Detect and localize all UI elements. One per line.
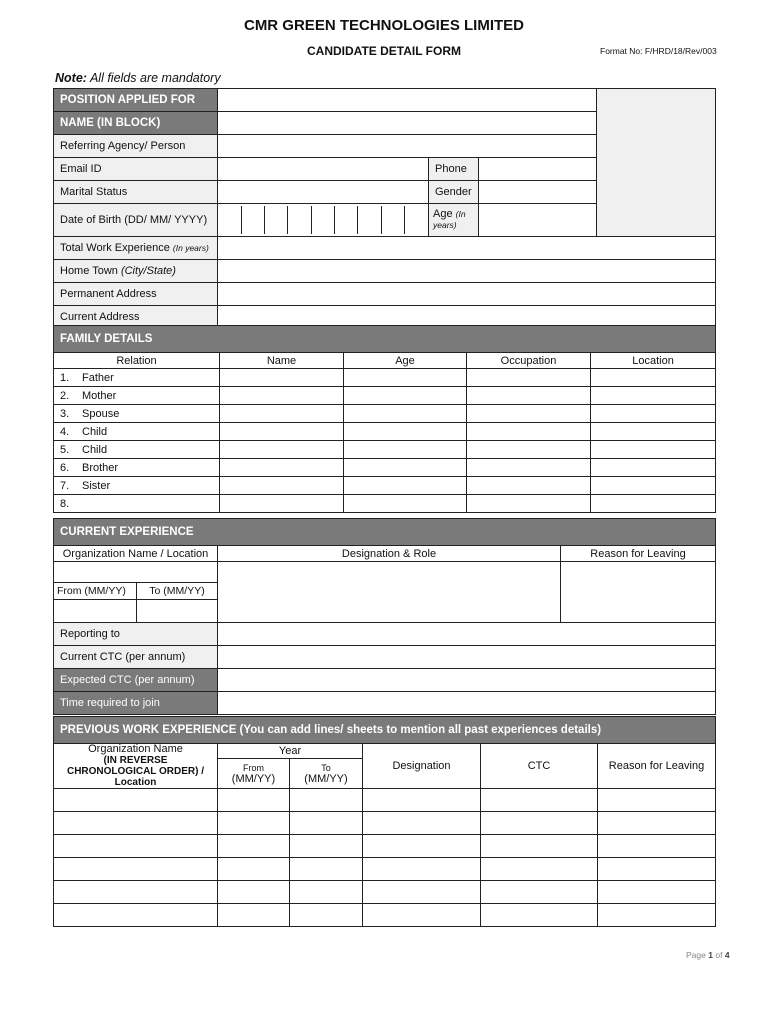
family-row: [54, 459, 716, 477]
family-age-field[interactable]: [344, 369, 467, 387]
prev-col-org: [54, 744, 218, 789]
age-field[interactable]: [479, 204, 597, 237]
dob-field[interactable]: [218, 204, 429, 237]
curr-address-label: Current Address: [54, 306, 218, 329]
family-relation: [54, 477, 220, 495]
prev-exp-row: [54, 904, 716, 927]
prev-designation-field[interactable]: [363, 904, 481, 927]
row-number: 6.: [60, 461, 70, 474]
prev-to-field[interactable]: [290, 812, 363, 835]
family-details-table: [53, 325, 716, 513]
prev-exp-row: [54, 881, 716, 904]
prev-from-field[interactable]: [218, 858, 290, 881]
total-exp-field[interactable]: [218, 237, 716, 260]
family-relation: [54, 387, 220, 405]
prev-designation-field[interactable]: [363, 835, 481, 858]
curr-reason-field[interactable]: [561, 562, 716, 623]
dob-label: Date of Birth (DD/ MM/ YYYY): [54, 204, 218, 237]
family-occupation-field[interactable]: [467, 495, 591, 513]
expected-ctc-field[interactable]: [218, 669, 716, 692]
home-town-text: Home Town: [60, 265, 118, 277]
total-exp-note: (In years): [172, 243, 209, 253]
dob-box[interactable]: [241, 206, 264, 234]
prev-to-field[interactable]: [290, 858, 363, 881]
row-number: 4.: [60, 425, 70, 438]
current-experience-table: [53, 518, 716, 715]
prev-exp-row: [54, 789, 716, 812]
family-age-field[interactable]: [344, 477, 467, 495]
current-ctc-field[interactable]: [218, 646, 716, 669]
prev-reason-field[interactable]: [598, 789, 716, 812]
time-join-field[interactable]: [218, 692, 716, 715]
family-name-field[interactable]: [220, 369, 344, 387]
family-name-field[interactable]: [220, 495, 344, 513]
family-relation: [54, 423, 220, 441]
prev-from-field[interactable]: [218, 835, 290, 858]
prev-col-from: [218, 759, 290, 789]
format-number: Format No: F/HRD/18/Rev/003: [600, 46, 717, 56]
family-age-field[interactable]: [344, 423, 467, 441]
family-relation: [54, 405, 220, 423]
dob-box[interactable]: [405, 206, 428, 234]
family-age-field[interactable]: [344, 459, 467, 477]
expected-ctc-label: Expected CTC (per annum): [54, 669, 218, 692]
relation-text: Spouse: [82, 407, 120, 420]
family-section-title: FAMILY DETAILS: [54, 326, 716, 353]
family-location-field[interactable]: [591, 405, 716, 423]
family-location-field[interactable]: [591, 459, 716, 477]
prev-to-field[interactable]: [290, 835, 363, 858]
current-ctc-label: Current CTC (per annum): [54, 646, 218, 669]
dob-box[interactable]: [335, 206, 358, 234]
note-label: Note:: [55, 71, 87, 85]
family-age-field[interactable]: [344, 405, 467, 423]
age-note: (In years): [433, 209, 466, 230]
current-exp-section-title: CURRENT EXPERIENCE: [54, 519, 716, 546]
position-field[interactable]: [218, 89, 597, 112]
prev-reason-field[interactable]: [598, 904, 716, 927]
family-row: [54, 387, 716, 405]
prev-designation-field[interactable]: [363, 789, 481, 812]
family-row: [54, 441, 716, 459]
prev-col-ctc: CTC: [481, 744, 598, 789]
dob-boxes: [218, 206, 428, 234]
home-town-label: [54, 260, 218, 283]
family-occupation-field[interactable]: [467, 369, 591, 387]
home-town-field[interactable]: [218, 260, 716, 283]
prev-from-label: From: [243, 762, 264, 773]
prev-col-reason: Reason for Leaving: [598, 744, 716, 789]
prev-ctc-field[interactable]: [481, 789, 598, 812]
prev-exp-row: [54, 835, 716, 858]
marital-field[interactable]: [218, 181, 429, 204]
prev-ctc-field[interactable]: [481, 835, 598, 858]
curr-col-org: Organization Name / Location: [54, 546, 218, 562]
family-occupation-field[interactable]: [467, 441, 591, 459]
page-number: [686, 950, 730, 960]
prev-org-field[interactable]: [54, 789, 218, 812]
curr-to-field[interactable]: [137, 600, 218, 623]
family-name-field[interactable]: [220, 477, 344, 495]
prev-to-label: To: [321, 762, 331, 773]
prev-from-field[interactable]: [218, 812, 290, 835]
curr-from-field[interactable]: [54, 600, 137, 623]
family-relation: [54, 441, 220, 459]
referring-label: Referring Agency/ Person: [54, 135, 218, 158]
family-row: [54, 405, 716, 423]
prev-exp-row: [54, 858, 716, 881]
prev-from-field[interactable]: [218, 881, 290, 904]
mandatory-note: [55, 71, 221, 85]
family-col-name: Name: [220, 353, 344, 369]
prev-reason-field[interactable]: [598, 881, 716, 904]
email-label: Email ID: [54, 158, 218, 181]
prev-exp-section-title: PREVIOUS WORK EXPERIENCE (You can add lines/ sheets to mention all past experiences details): [54, 717, 716, 744]
prev-org-field[interactable]: [54, 881, 218, 904]
family-occupation-field[interactable]: [467, 459, 591, 477]
family-age-field[interactable]: [344, 387, 467, 405]
perm-address-label: Permanent Address: [54, 283, 218, 306]
prev-from-format: (MM/YY): [231, 772, 276, 785]
family-row: [54, 477, 716, 495]
family-relation: [54, 369, 220, 387]
prev-from-field[interactable]: [218, 904, 290, 927]
page-current: 1: [708, 950, 713, 960]
dob-box[interactable]: [381, 206, 404, 234]
family-row: [54, 423, 716, 441]
form-title: CANDIDATE DETAIL FORM: [307, 44, 461, 58]
family-location-field[interactable]: [591, 387, 716, 405]
time-join-label: Time required to join: [54, 692, 218, 715]
age-label: [429, 204, 479, 237]
prev-org-field[interactable]: [54, 835, 218, 858]
photo-box[interactable]: [597, 89, 716, 237]
family-name-field[interactable]: [220, 423, 344, 441]
page-of: of: [715, 950, 723, 960]
curr-org-field[interactable]: [54, 562, 218, 583]
family-location-field[interactable]: [591, 369, 716, 387]
family-relation: [54, 495, 220, 513]
prev-org-line2: (IN REVERSE CHRONOLOGICAL ORDER) / Location: [66, 755, 205, 788]
prev-from-field[interactable]: [218, 789, 290, 812]
relation-text: Sister: [82, 479, 111, 492]
family-location-field[interactable]: [591, 477, 716, 495]
reporting-label: Reporting to: [54, 623, 218, 646]
prev-exp-row: [54, 812, 716, 835]
prev-designation-field[interactable]: [363, 812, 481, 835]
reporting-field[interactable]: [218, 623, 716, 646]
dob-box[interactable]: [288, 206, 311, 234]
prev-col-designation: Designation: [363, 744, 481, 789]
family-col-occupation: Occupation: [467, 353, 591, 369]
prev-reason-field[interactable]: [598, 812, 716, 835]
family-location-field[interactable]: [591, 441, 716, 459]
family-location-field[interactable]: [591, 495, 716, 513]
family-occupation-field[interactable]: [467, 477, 591, 495]
prev-col-year: Year: [218, 744, 363, 759]
family-age-field[interactable]: [344, 441, 467, 459]
prev-designation-field[interactable]: [363, 881, 481, 904]
family-row: [54, 495, 716, 513]
total-exp-label: [54, 237, 218, 260]
prev-org-line1: Organization Name: [88, 743, 183, 755]
page-total: 4: [724, 950, 730, 960]
row-number: 2.: [60, 389, 70, 402]
row-number: 8.: [60, 497, 70, 510]
family-occupation-field[interactable]: [467, 405, 591, 423]
note-text: All fields are mandatory: [89, 71, 221, 85]
family-row: [54, 369, 716, 387]
family-location-field[interactable]: [591, 423, 716, 441]
curr-from-label: From (MM/YY): [54, 583, 137, 600]
prev-to-format: (MM/YY): [304, 772, 348, 785]
prev-to-field[interactable]: [290, 904, 363, 927]
row-number: 1.: [60, 371, 70, 384]
curr-col-reason: Reason for Leaving: [561, 546, 716, 562]
prev-designation-field[interactable]: [363, 858, 481, 881]
prev-org-field[interactable]: [54, 812, 218, 835]
gender-field[interactable]: [479, 181, 597, 204]
family-occupation-field[interactable]: [467, 387, 591, 405]
prev-org-field[interactable]: [54, 858, 218, 881]
prev-ctc-field[interactable]: [481, 904, 598, 927]
home-town-note: (City/State): [120, 265, 176, 277]
email-field[interactable]: [218, 158, 429, 181]
prev-col-to: [290, 759, 363, 789]
family-name-field[interactable]: [220, 459, 344, 477]
phone-field[interactable]: [479, 158, 597, 181]
relation-text: Mother: [82, 389, 117, 402]
referring-field[interactable]: [218, 135, 597, 158]
curr-designation-field[interactable]: [218, 562, 561, 623]
family-col-location: Location: [591, 353, 716, 369]
previous-experience-table: [53, 716, 716, 927]
row-number: 7.: [60, 479, 70, 492]
family-relation: [54, 459, 220, 477]
dob-box[interactable]: [358, 206, 381, 234]
family-col-age: Age: [344, 353, 467, 369]
relation-text: Father: [82, 371, 114, 384]
prev-ctc-field[interactable]: [481, 812, 598, 835]
prev-to-field[interactable]: [290, 881, 363, 904]
prev-org-field[interactable]: [54, 904, 218, 927]
family-age-field[interactable]: [344, 495, 467, 513]
position-label: POSITION APPLIED FOR: [54, 89, 218, 112]
curr-col-designation: Designation & Role: [218, 546, 561, 562]
prev-ctc-field[interactable]: [481, 858, 598, 881]
family-name-field[interactable]: [220, 405, 344, 423]
relation-text: Brother: [82, 461, 119, 474]
dob-box[interactable]: [218, 206, 241, 234]
relation-text: Child: [82, 443, 108, 456]
prev-reason-field[interactable]: [598, 835, 716, 858]
curr-to-label: To (MM/YY): [137, 583, 218, 600]
gender-label: Gender: [429, 181, 479, 204]
page-label: Page: [686, 950, 706, 960]
name-label: NAME (IN BLOCK): [54, 112, 218, 135]
company-name: CMR GREEN TECHNOLOGIES LIMITED: [243, 17, 524, 34]
family-name-field[interactable]: [220, 387, 344, 405]
family-name-field[interactable]: [220, 441, 344, 459]
dob-box[interactable]: [265, 206, 288, 234]
relation-text: Child: [82, 425, 108, 438]
perm-address-field[interactable]: [218, 283, 716, 306]
row-number: 5.: [60, 443, 70, 456]
phone-label: Phone: [429, 158, 479, 181]
family-col-relation: Relation: [54, 353, 220, 369]
dob-box[interactable]: [311, 206, 334, 234]
family-occupation-field[interactable]: [467, 423, 591, 441]
row-number: 3.: [60, 407, 70, 420]
name-field[interactable]: [218, 112, 597, 135]
personal-details-table: [53, 88, 716, 329]
prev-reason-field[interactable]: [598, 858, 716, 881]
age-text: Age: [433, 208, 453, 220]
prev-ctc-field[interactable]: [481, 881, 598, 904]
marital-label: Marital Status: [54, 181, 218, 204]
total-exp-text: Total Work Experience: [60, 242, 170, 254]
prev-to-field[interactable]: [290, 789, 363, 812]
